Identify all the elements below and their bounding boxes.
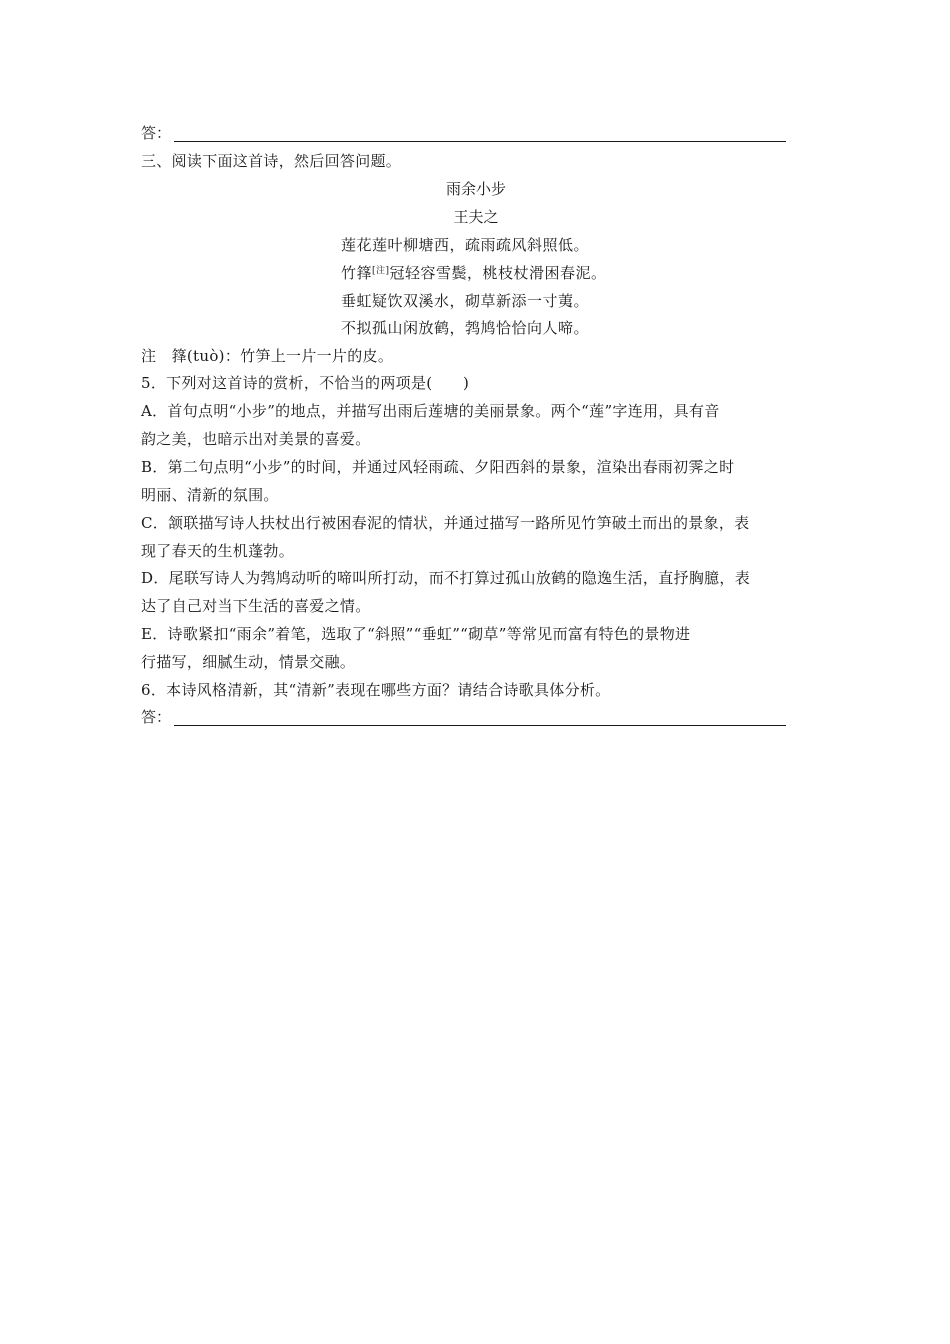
question-6-stem: 6．本诗风格清新，其“清新”表现在哪些方面？请结合诗歌具体分析。 (141, 681, 611, 699)
answer-label: 答： (141, 708, 172, 726)
poem-line-2-part2: 冠轻容雪鬓，桃枝杖滑困春泥。 (389, 264, 607, 282)
option-a-line-2: 韵之美，也暗示出对美景的喜爱。 (141, 430, 371, 448)
answer-line-top (141, 123, 786, 143)
poem-author: 王夫之 (453, 208, 499, 226)
option-c-line-1: C．颔联描写诗人扶杖出行被困春泥的情状，并通过描写一路所见竹笋破土而出的景象，表 (141, 514, 750, 532)
question-5-stem: 5．下列对这首诗的赏析，不恰当的两项是( ) (141, 374, 470, 392)
option-e-line-1: E．诗歌紧扣“雨余”着笔，选取了“斜照”“垂虹”“砌草”等常见而富有特色的景物进 (141, 625, 691, 643)
poem-line-2-part1: 竹箨 (341, 264, 373, 282)
option-a-line-1: A．首句点明“小步”的地点，并描写出雨后莲塘的美丽景象。两个“莲”字连用，具有音 (141, 402, 720, 420)
option-b-line-1: B．第二句点明“小步”的时间，并通过风轻雨疏、夕阳西斜的景象，渲染出春雨初霁之时 (141, 458, 735, 476)
poem-line-1: 莲花莲叶柳塘西，疏雨疏风斜照低。 (341, 236, 590, 254)
answer-line-q6 (141, 707, 786, 727)
option-d-line-2: 达了自己对当下生活的喜爱之情。 (141, 597, 371, 615)
answer-label: 答： (141, 124, 172, 142)
option-e-line-2: 行描写，细腻生动，情景交融。 (141, 653, 356, 671)
poem-line-2 (341, 263, 607, 283)
option-d-line-1: D．尾联写诗人为鹁鸠动听的啼叫所打动，而不打算过孤山放鹤的隐逸生活，直抒胸臆，表 (141, 569, 751, 587)
poem-line-4: 不拟孤山闲放鹤，鹁鸠恰恰向人啼。 (341, 319, 590, 337)
section-heading: 三、阅读下面这首诗，然后回答问题。 (141, 152, 402, 170)
poem-title: 雨余小步 (445, 180, 506, 198)
option-c-line-2: 现了春天的生机蓬勃。 (141, 542, 295, 560)
footnote-marker: [注] (372, 266, 390, 276)
answer-blank[interactable] (174, 725, 786, 726)
option-b-line-2: 明丽、清新的氛围。 (141, 486, 279, 504)
poem-note: 注 箨(tuò)：竹笋上一片一片的皮。 (141, 347, 394, 365)
poem-line-3: 垂虹疑饮双溪水，砌草新添一寸荑。 (341, 292, 590, 310)
answer-blank[interactable] (174, 141, 786, 142)
